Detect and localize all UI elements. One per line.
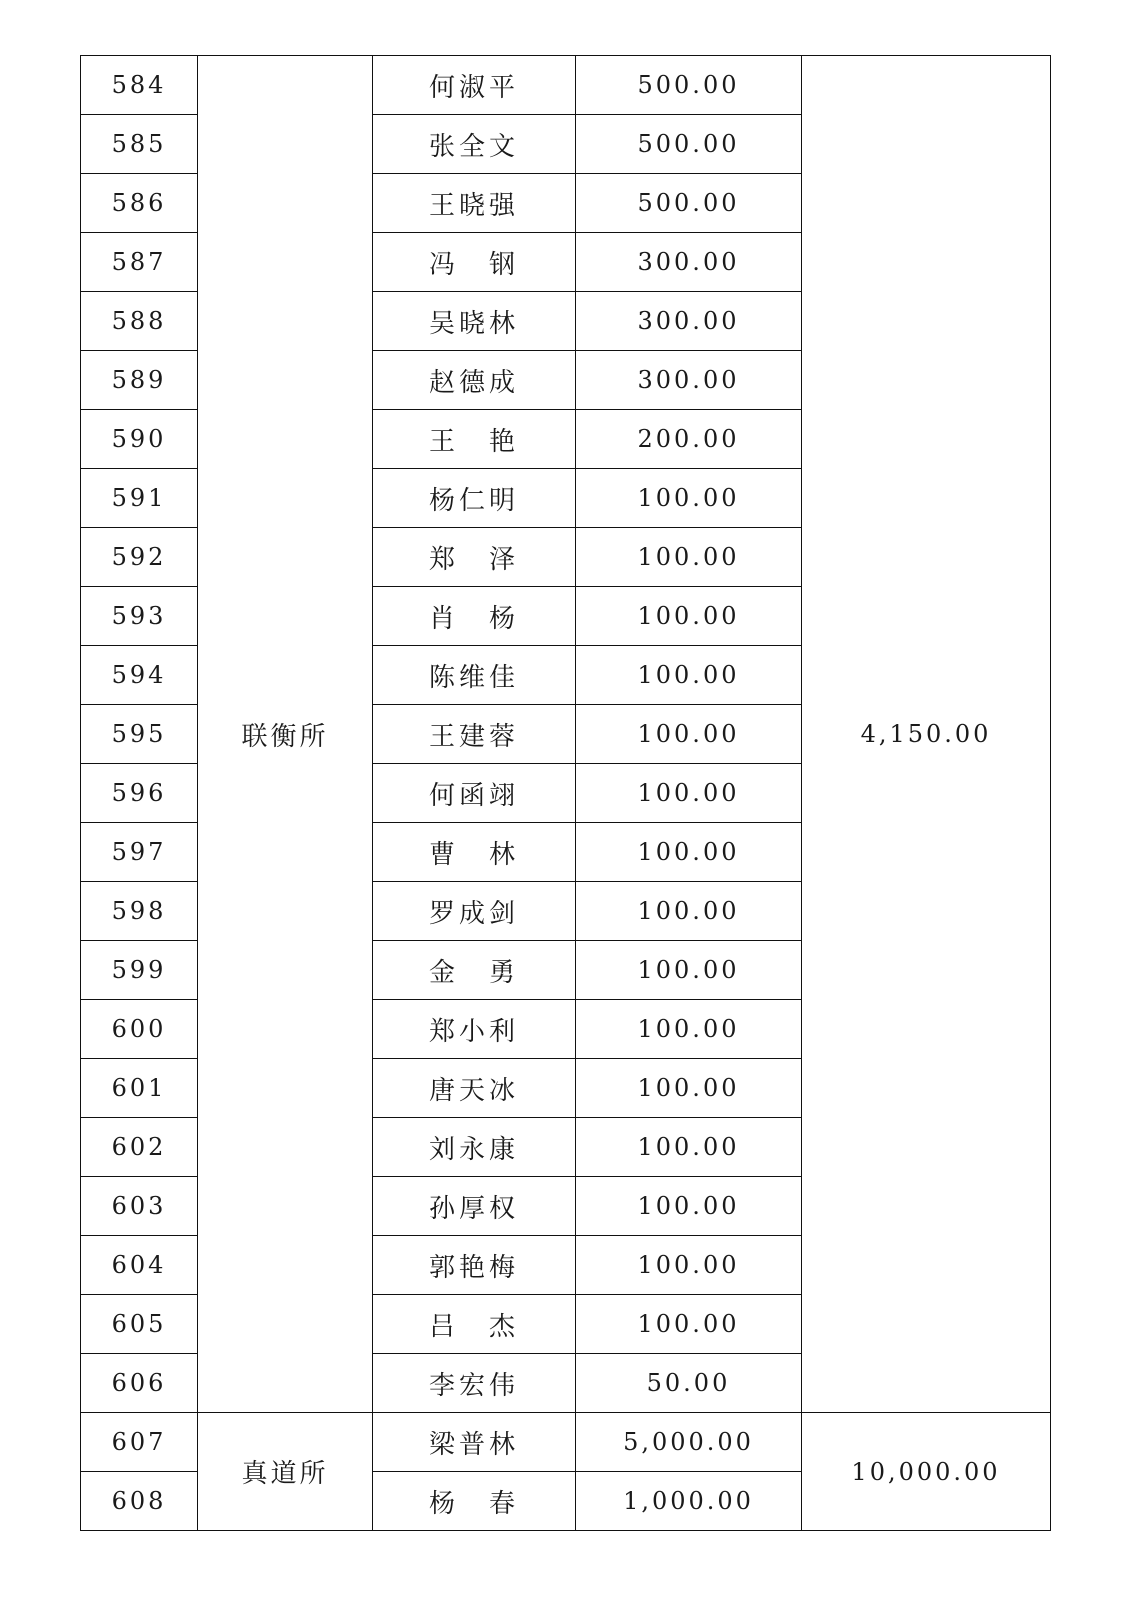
row-number: 590 xyxy=(81,410,198,469)
donation-amount: 100.00 xyxy=(576,646,802,705)
unit-name: 联衡所 xyxy=(198,56,373,1413)
row-number: 595 xyxy=(81,705,198,764)
person-name: 陈维佳 xyxy=(373,646,576,705)
person-name: 赵德成 xyxy=(373,351,576,410)
donation-amount: 100.00 xyxy=(576,1059,802,1118)
donation-amount: 500.00 xyxy=(576,174,802,233)
row-number: 594 xyxy=(81,646,198,705)
row-number: 603 xyxy=(81,1177,198,1236)
person-name: 孙厚权 xyxy=(373,1177,576,1236)
donation-amount: 300.00 xyxy=(576,351,802,410)
donation-amount: 100.00 xyxy=(576,823,802,882)
unit-name: 真道所 xyxy=(198,1413,373,1531)
donation-amount: 1,000.00 xyxy=(576,1472,802,1531)
group-total: 4,150.00 xyxy=(802,56,1051,1413)
row-number: 599 xyxy=(81,941,198,1000)
donation-amount: 100.00 xyxy=(576,1118,802,1177)
person-name: 王 艳 xyxy=(373,410,576,469)
person-name: 杨 春 xyxy=(373,1472,576,1531)
donation-amount: 200.00 xyxy=(576,410,802,469)
donation-amount: 100.00 xyxy=(576,1295,802,1354)
row-number: 596 xyxy=(81,764,198,823)
donation-amount: 100.00 xyxy=(576,528,802,587)
person-name: 王晓强 xyxy=(373,174,576,233)
person-name: 何淑平 xyxy=(373,56,576,115)
row-number: 601 xyxy=(81,1059,198,1118)
person-name: 杨仁明 xyxy=(373,469,576,528)
table-row xyxy=(81,1413,1051,1472)
person-name: 唐天冰 xyxy=(373,1059,576,1118)
row-number: 584 xyxy=(81,56,198,115)
person-name: 肖 杨 xyxy=(373,587,576,646)
person-name: 冯 钢 xyxy=(373,233,576,292)
donation-amount: 100.00 xyxy=(576,705,802,764)
person-name: 刘永康 xyxy=(373,1118,576,1177)
person-name: 郑 泽 xyxy=(373,528,576,587)
row-number: 607 xyxy=(81,1413,198,1472)
row-number: 600 xyxy=(81,1000,198,1059)
person-name: 王建蓉 xyxy=(373,705,576,764)
row-number: 606 xyxy=(81,1354,198,1413)
donation-amount: 5,000.00 xyxy=(576,1413,802,1472)
row-number: 605 xyxy=(81,1295,198,1354)
person-name: 曹 林 xyxy=(373,823,576,882)
donation-amount: 300.00 xyxy=(576,233,802,292)
person-name: 梁普林 xyxy=(373,1413,576,1472)
donation-amount: 100.00 xyxy=(576,1000,802,1059)
row-number: 587 xyxy=(81,233,198,292)
donation-amount: 300.00 xyxy=(576,292,802,351)
person-name: 李宏伟 xyxy=(373,1354,576,1413)
person-name: 张全文 xyxy=(373,115,576,174)
row-number: 592 xyxy=(81,528,198,587)
person-name: 郭艳梅 xyxy=(373,1236,576,1295)
person-name: 吴晓林 xyxy=(373,292,576,351)
person-name: 吕 杰 xyxy=(373,1295,576,1354)
row-number: 602 xyxy=(81,1118,198,1177)
person-name: 何函翊 xyxy=(373,764,576,823)
person-name: 罗成剑 xyxy=(373,882,576,941)
row-number: 593 xyxy=(81,587,198,646)
row-number: 604 xyxy=(81,1236,198,1295)
donation-amount: 50.00 xyxy=(576,1354,802,1413)
donation-amount: 100.00 xyxy=(576,882,802,941)
row-number: 608 xyxy=(81,1472,198,1531)
row-number: 597 xyxy=(81,823,198,882)
donation-amount: 100.00 xyxy=(576,587,802,646)
row-number: 588 xyxy=(81,292,198,351)
donation-amount: 100.00 xyxy=(576,1177,802,1236)
row-number: 586 xyxy=(81,174,198,233)
table-row xyxy=(81,56,1051,115)
row-number: 589 xyxy=(81,351,198,410)
donation-table xyxy=(80,55,1051,1531)
row-number: 585 xyxy=(81,115,198,174)
donation-amount: 100.00 xyxy=(576,469,802,528)
group-total: 10,000.00 xyxy=(802,1413,1051,1531)
row-number: 591 xyxy=(81,469,198,528)
donation-amount: 100.00 xyxy=(576,941,802,1000)
donation-amount: 100.00 xyxy=(576,764,802,823)
person-name: 金 勇 xyxy=(373,941,576,1000)
person-name: 郑小利 xyxy=(373,1000,576,1059)
table-body xyxy=(81,56,1051,1531)
donation-amount: 500.00 xyxy=(576,56,802,115)
row-number: 598 xyxy=(81,882,198,941)
donation-amount: 500.00 xyxy=(576,115,802,174)
donation-amount: 100.00 xyxy=(576,1236,802,1295)
